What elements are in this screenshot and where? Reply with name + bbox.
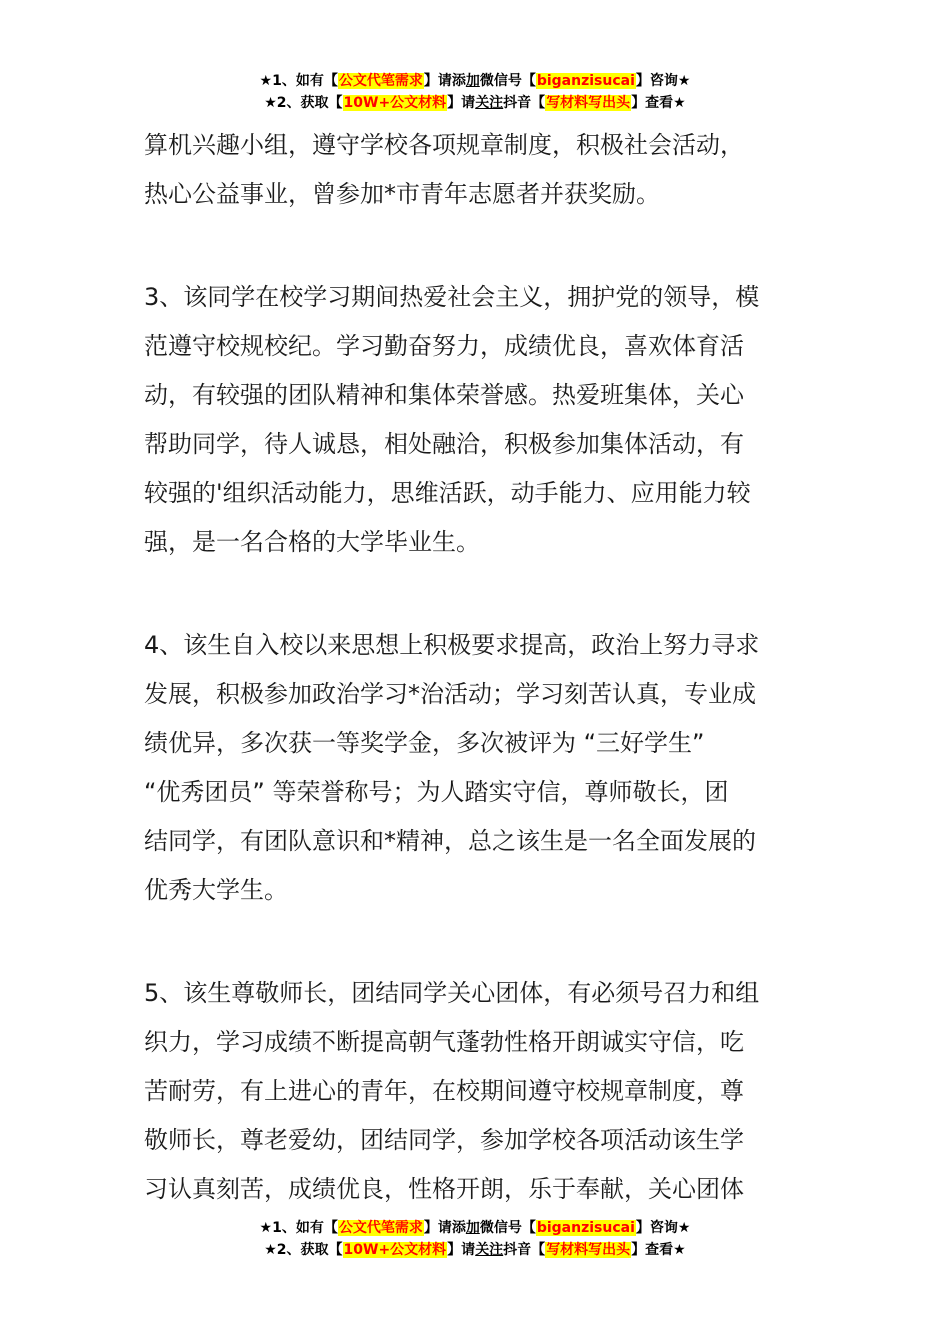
header-banner — [0, 70, 950, 114]
paragraph — [144, 621, 808, 915]
paragraph-spacer — [144, 567, 808, 621]
text-line: 3、该同学在校学习期间热爱社会主义，拥护党的领导，模 — [144, 283, 760, 311]
text-line: 织力，学习成绩不断提高朝气蓬勃性格开朗诚实守信，吃 — [144, 1028, 744, 1056]
text-line: 结同学，有团队意识和*精神，总之该生是一名全面发展的 — [144, 827, 756, 855]
paragraph-spacer — [144, 219, 808, 273]
douyin-highlight: 写材料写出头 — [546, 95, 631, 111]
footer-banner — [0, 1217, 950, 1261]
document-body — [144, 121, 808, 1214]
text-line: 习认真刻苦，成绩优良，性格开朗，乐于奉献，关心团体 — [144, 1175, 744, 1203]
paragraph-spacer — [144, 915, 808, 969]
banner-line-1: ★1、如有【公文代笔需求】请添加微信号【biganzisucai】咨询★ — [259, 73, 691, 89]
banner-line-2: ★2、获取【10W+公文材料】请关注抖音【写材料写出头】查看★ — [264, 1242, 686, 1258]
materials-highlight: 10W+公文材料 — [343, 95, 447, 111]
text-line: 范遵守校规校纪。学习勤奋努力，成绩优良，喜欢体育活 — [144, 332, 744, 360]
paragraph — [144, 121, 808, 219]
text-line: 算机兴趣小组，遵守学校各项规章制度，积极社会活动， — [144, 131, 744, 159]
text-line: 热心公益事业，曾参加*市青年志愿者并获奖励。 — [144, 180, 660, 208]
text-line: 5、该生尊敬师长，团结同学关心团体，有必须号召力和组 — [144, 979, 760, 1007]
service-highlight: 公文代笔需求 — [338, 73, 423, 89]
text-line: 发展，积极参加政治学习*治活动；学习刻苦认真，专业成 — [144, 680, 756, 708]
paragraph — [144, 969, 808, 1214]
wechat-id-highlight: biganzisucai — [536, 1220, 635, 1236]
wechat-id-highlight: biganzisucai — [536, 73, 635, 89]
text-line: 4、该生自入校以来思想上积极要求提高，政治上努力寻求 — [144, 631, 760, 659]
paragraph — [144, 273, 808, 567]
text-line: “优秀团员” 等荣誉称号；为人踏实守信，尊师敬长，团 — [144, 778, 729, 806]
text-line: 较强的'组织活动能力，思维活跃，动手能力、应用能力较 — [144, 479, 751, 507]
text-line: 强，是一名合格的大学毕业生。 — [144, 528, 480, 556]
text-line: 优秀大学生。 — [144, 876, 288, 904]
materials-highlight: 10W+公文材料 — [343, 1242, 447, 1258]
text-line: 帮助同学，待人诚恳，相处融洽，积极参加集体活动，有 — [144, 430, 744, 458]
text-line: 动，有较强的团队精神和集体荣誉感。热爱班集体，关心 — [144, 381, 744, 409]
douyin-highlight: 写材料写出头 — [546, 1242, 631, 1258]
banner-line-2: ★2、获取【10W+公文材料】请关注抖音【写材料写出头】查看★ — [264, 95, 686, 111]
text-line: 绩优异，多次获一等奖学金，多次被评为 “三好学生” — [144, 729, 705, 757]
text-line: 敬师长，尊老爱幼，团结同学，参加学校各项活动该生学 — [144, 1126, 744, 1154]
text-line: 苦耐劳，有上进心的青年，在校期间遵守校规章制度，尊 — [144, 1077, 744, 1105]
banner-line-1: ★1、如有【公文代笔需求】请添加微信号【biganzisucai】咨询★ — [259, 1220, 691, 1236]
service-highlight: 公文代笔需求 — [338, 1220, 423, 1236]
